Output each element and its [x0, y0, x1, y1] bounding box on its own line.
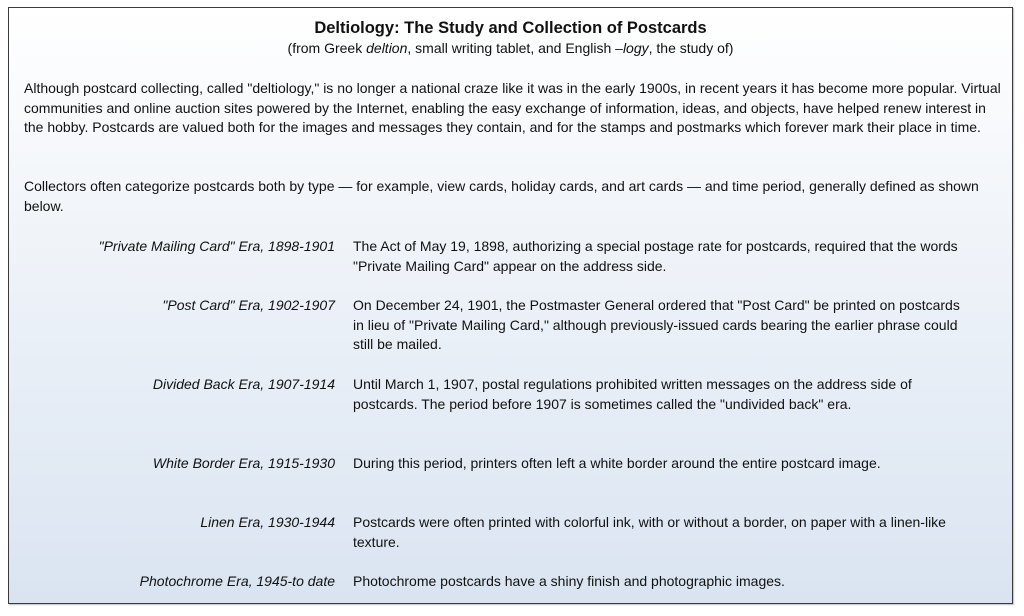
subtitle-middle: , small writing tablet, and English	[407, 40, 616, 56]
era-label: White Border Era, 1915-1930	[152, 455, 335, 471]
era-label: Photochrome Era, 1945-to date	[139, 573, 335, 589]
era-label: Linen Era, 1930-1944	[200, 514, 335, 530]
era-label: "Post Card" Era, 1902-1907	[162, 297, 335, 313]
era-description: During this period, printers often left a white border around the entire postcard image.	[353, 455, 881, 471]
categorize-paragraph: Collectors often categorize postcards both by type — for example, view cards, holiday cards, and art cards — and time period, generally defined as shown below.	[24, 178, 979, 214]
era-description: Postcards were often printed with colorful ink, with or without a border, on paper with a linen-like texture.	[353, 514, 946, 550]
era-description: On December 24, 1901, the Postmaster General ordered that "Post Card" be printed on postcards in lieu of "Private Mailing Card," although previously-issued cards bearing the earlier phrase could still be mailed.	[353, 297, 960, 353]
document-panel	[8, 7, 1013, 604]
subtitle-english-suffix: –logy	[615, 40, 649, 56]
era-description: Until March 1, 1907, postal regulations prohibited written messages on the address side of postcards. The period before 1907 is sometimes called the "undivided back" era.	[353, 376, 912, 412]
era-label: Divided Back Era, 1907-1914	[152, 376, 335, 392]
era-description: Photochrome postcards have a shiny finish and photographic images.	[353, 573, 785, 589]
era-label: "Private Mailing Card" Era, 1898-1901	[98, 238, 335, 254]
era-description: The Act of May 19, 1898, authorizing a special postage rate for postcards, required that the words "Private Mailing Card" appear on the address side.	[353, 238, 958, 274]
document-subtitle	[9, 39, 1012, 57]
subtitle-greek-word: deltion	[366, 40, 408, 56]
subtitle-prefix: (from Greek	[287, 40, 367, 56]
intro-paragraph: Although postcard collecting, called "deltiology," is no longer a national craze like it was in the early 1900s, in recent years it has become more popular. Virtual communities and online auction sites powered by the Internet, enabling the easy exchange of information, ideas, and objects, have helped renew interest in the hobby. Postcards are valued both for the images and messages they contain, and for the stamps and postmarks which forever mark their place in time.	[24, 80, 1001, 136]
document-title: Deltiology: The Study and Collection of Postcards	[314, 19, 707, 37]
subtitle-end: , the study of)	[648, 40, 734, 56]
